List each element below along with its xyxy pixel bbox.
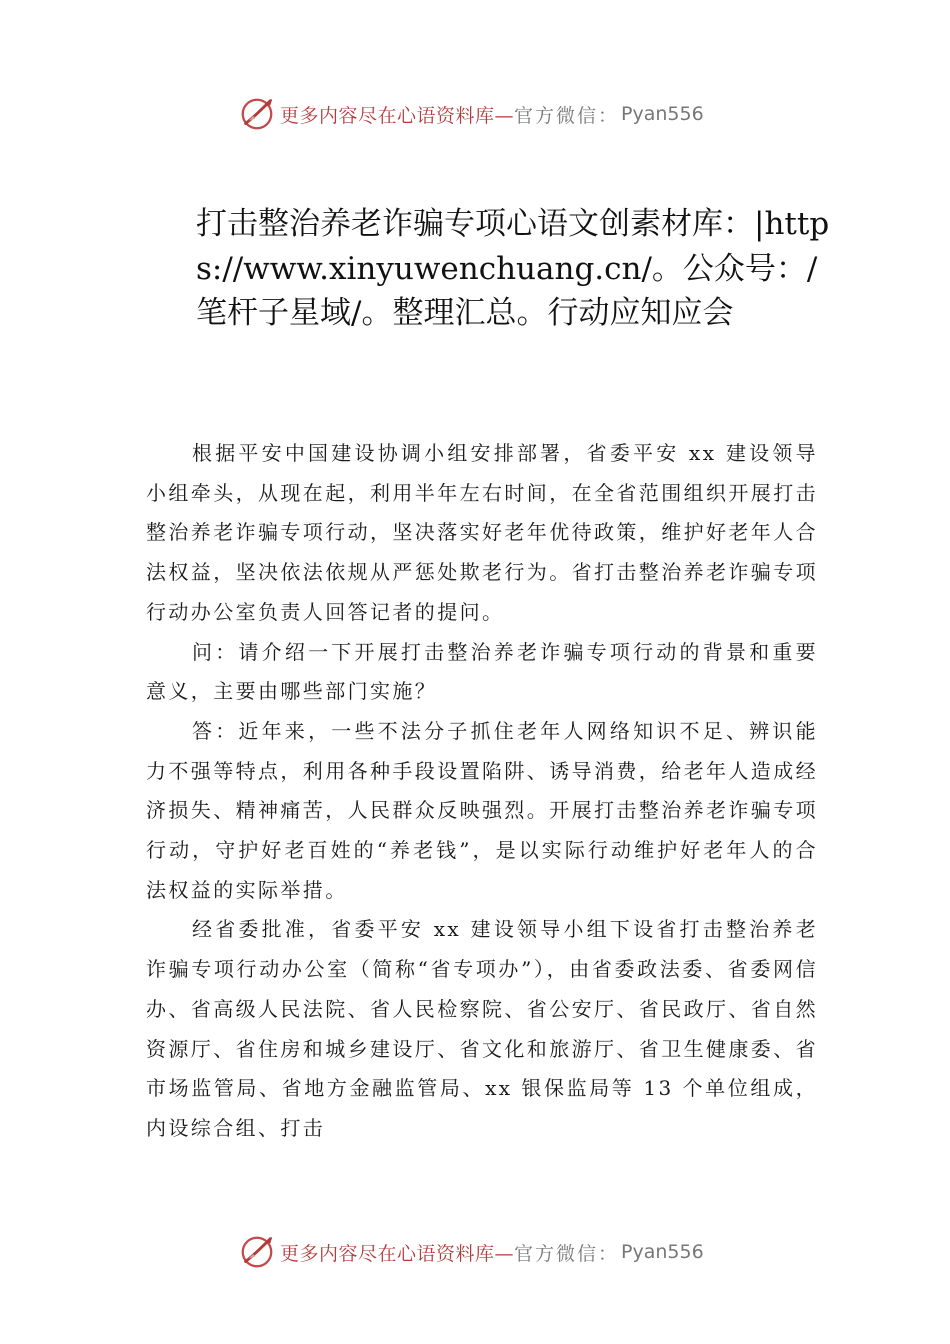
document-body [146,434,818,1149]
body-paragraph: 答：近年来，一些不法分子抓住老年人网络知识不足、辨识能力不强等特点，利用各种手段设置陷阱、诱导消费，给老年人造成经济损失、精神痛苦，人民群众反映强烈。开展打击整治养老诈骗专项行动，守护好老百姓的“养老钱”，是以实际行动维护好老年人的合法权益的实际举措。 [146,718,818,902]
footer-banner [238,1232,704,1272]
body-paragraph: 经省委批准，省委平安 xx 建设领导小组下设省打击整治养老诈骗专项行动办公室（简称“省专项办”），由省委政法委、省委网信办、省高级人民法院、省人民检察院、省公安厅、省民政厅、省自然资源厅、省住房和城乡建设厅、省文化和旅游厅、省卫生健康委、省市场监管局、省地方金融监管局、xx 银保监局等 13 个单位组成，内设综合组、打击 [146,917,818,1140]
pen-in-circle-logo [238,95,276,133]
document-title: 打击整治养老诈骗专项心语文创素材库：|https://www.xinyuwenchuang.cn/。公众号：/笔杆子星域/。整理汇总。行动应知应会 [196,206,830,331]
header-banner [238,94,704,134]
brand-text: 更多内容尽在心语资料库— [280,1242,515,1265]
body-paragraph: 问：请介绍一下开展打击整治养老诈骗专项行动的背景和重要意义，主要由哪些部门实施？ [146,639,818,704]
body-paragraph: 根据平安中国建设协调小组安排部署，省委平安 xx 建设领导小组牵头，从现在起，利用半年左右时间，在全省范围组织开展打击整治养老诈骗专项行动，坚决落实好老年优待政策，维护好老年人合法权益，坚决依法依规从严惩处欺老行为。省打击整治养老诈骗专项行动办公室负责人回答记者的提问。 [146,441,818,624]
wechat-label: 官方微信： [514,1242,620,1265]
brand-text: 更多内容尽在心语资料库— [280,104,515,127]
wechat-label: 官方微信： [514,104,620,127]
wechat-id: Pyan556 [621,103,704,125]
pen-in-circle-logo [238,1233,276,1271]
wechat-id: Pyan556 [621,1241,704,1263]
